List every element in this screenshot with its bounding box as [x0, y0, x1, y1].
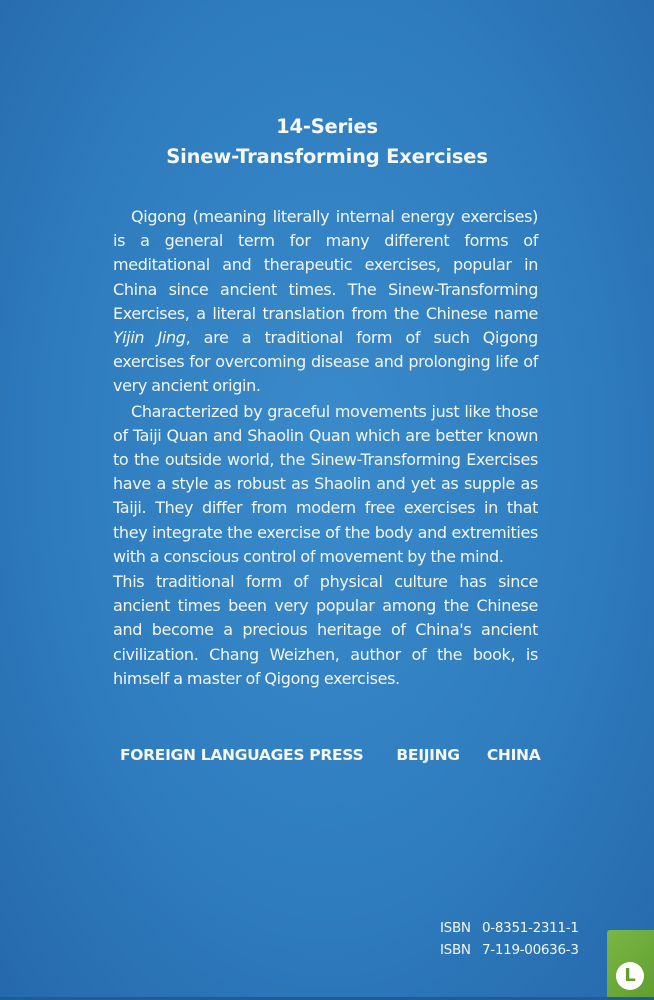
- book-title: Sinew-Transforming Exercises: [166, 145, 488, 168]
- publisher-city: BEIJING: [396, 746, 460, 764]
- description: [113, 205, 538, 691]
- paragraph-intro: [113, 205, 538, 399]
- isbn-block: [440, 917, 579, 961]
- isbn-value: 7-119-00636-3: [482, 942, 579, 958]
- isbn-row: [440, 917, 579, 939]
- isbn-value: 0-8351-2311-1: [482, 920, 579, 936]
- publisher-name: FOREIGN LANGUAGES PRESS: [120, 746, 364, 764]
- series-title: 14-Series: [276, 115, 378, 138]
- isbn-label: ISBN: [440, 920, 471, 936]
- isbn-row: [440, 939, 579, 961]
- title-block: [0, 112, 654, 172]
- publisher-line: [120, 746, 540, 764]
- sticker-logo-icon: L: [616, 962, 644, 990]
- isbn-label: ISBN: [440, 942, 471, 958]
- paragraph-heritage: This traditional form of physical culture has since ancient times been very popular among the Chinese and become a precious heritage of China's ancient civilization. Chang Weizhen, author of the book, is himself a master of Qigong exercises.: [113, 572, 538, 688]
- paragraph-intro-text-1: Qigong (meaning literally internal energy exercises) is a general term for many different forms of meditational and therapeutic exercises, popular in China since ancient times. The Sinew-Transforming Exercises, a literal translation from the Chinese name: [113, 207, 538, 323]
- publisher-country: CHINA: [486, 746, 541, 764]
- paragraph-intro-italic: Yijin Jing: [113, 328, 186, 348]
- paragraph-intro-text-2: , are a traditional form of such Qigong exercises for overcoming disease and prolonging life of very ancient origin.: [113, 328, 538, 396]
- store-sticker: [607, 930, 654, 1000]
- paragraph-characteristics: Characterized by graceful movements just like those of Taiji Quan and Shaolin Quan which are better known to the outside world, the Sinew-Transforming Exercises have a style as robust as Shaolin and yet as supple as Taiji. They differ from modern free exercises in that they integrate the exercise of the body and extremities with a conscious control of movement by the mind.: [113, 401, 538, 566]
